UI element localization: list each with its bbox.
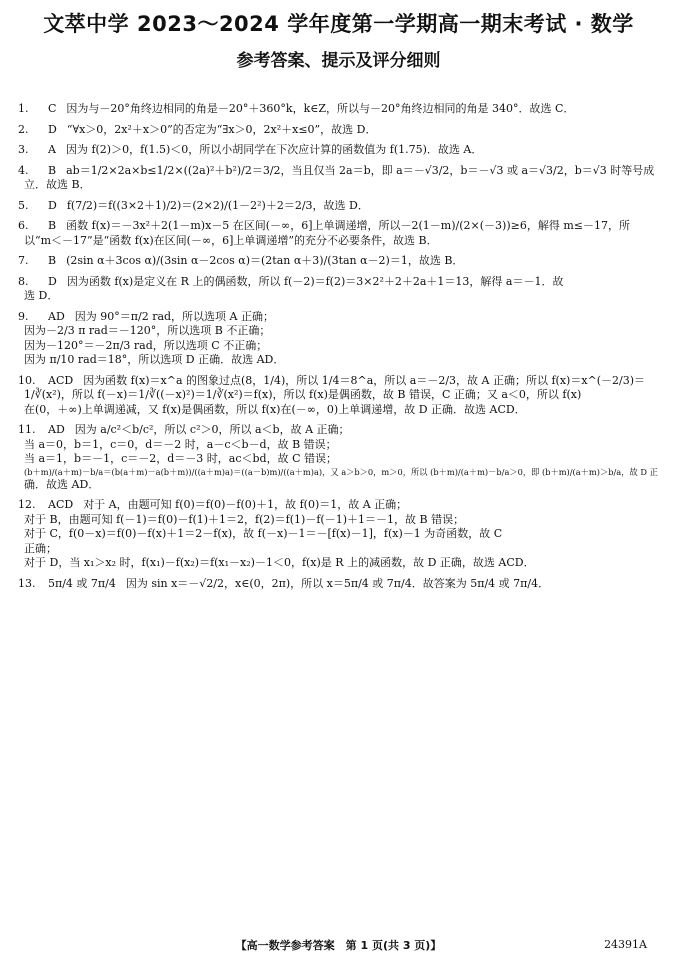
question-number: 6.: [18, 219, 29, 233]
answer-item: [18, 143, 664, 158]
question-number: 3.: [18, 143, 29, 157]
explanation-line: [18, 374, 664, 389]
explanation-text: 因为函数 f(x)＝x^a 的图象过点(8，1/4)，所以 1/4＝8^a，所以 a＝－2/3，故 A 正确；所以 f(x)＝x^(－2/3)＝: [83, 373, 646, 387]
question-number: 11.: [18, 423, 36, 437]
answer-item: [18, 164, 664, 193]
explanation-line: [18, 324, 664, 339]
explanation-line: [18, 467, 664, 478]
answer-item: [18, 374, 664, 418]
answer-item: [18, 310, 664, 368]
question-number: 7.: [18, 254, 29, 268]
question-number: 10.: [18, 373, 36, 387]
explanation-text: 因为 a/c²＜b/c²，所以 c²＞0，所以 a＜b，故 A 正确；: [74, 423, 350, 437]
explanation-line: [18, 513, 664, 528]
explanation-line: [18, 577, 664, 592]
answer-choice: AD: [48, 423, 65, 437]
answer-item: [18, 219, 664, 248]
answer-item: [18, 498, 664, 571]
explanation-text: 因为与－20°角终边相同的角是－20°＋360°k，k∈Z，所以与－20°角终边相同的角是 340°．故选 C．: [66, 102, 575, 115]
explanation-text: 在(0，＋∞)上单调递减，又 f(x)是偶函数，所以 f(x)在(－∞，0)上单调递增，故 D 正确．故选 ACD．: [24, 402, 526, 416]
explanation-text: 因为 f(2)＞0，f(1.5)＜0，所以小胡同学在下次应计算的函数值为 f(1.75)．故选 A．: [65, 143, 483, 157]
explanation-line: [18, 164, 664, 179]
explanation-line: [18, 556, 664, 571]
answer-choice: D: [48, 274, 57, 288]
explanation-text: 对于 A，由题可知 f(0)＝f(0)－f(0)＋1，故 f(0)＝1，故 A 正确；: [83, 498, 408, 512]
answer-choice: C: [48, 102, 57, 115]
explanation-text: 因为函数 f(x)是定义在 R 上的偶函数，所以 f(－2)＝f(2)＝3×2²＋2＋2a＋1＝13，解得 a＝－1．故: [66, 274, 564, 288]
explanation-text: 当 a＝0，b＝1，c＝0，d＝－2 时，a－c＜b－d，故 B 错误；: [24, 437, 337, 451]
explanation-line: [18, 452, 664, 467]
question-number: 1.: [18, 102, 29, 115]
explanation-line: [18, 199, 664, 214]
explanation-line: [18, 143, 664, 158]
explanation-text: 因为 π/10 rad＝18°，所以选项 D 正确．故选 AD．: [24, 353, 285, 367]
explanation-line: [18, 102, 664, 117]
explanation-line: [18, 438, 664, 453]
explanation-text: 因为－120°＝－2π/3 rad，所以选项 C 不正确；: [24, 338, 268, 352]
answer-choice: B: [48, 163, 57, 177]
explanation-text: ab＝1/2×2a×b≤1/2×((2a)²＋b²)/2＝3/2，当且仅当 2a＝b，即 a＝－√3/2，b＝－√3 或 a＝√3/2，b＝√3 时等号成: [66, 163, 655, 177]
question-number: 12.: [18, 498, 36, 512]
explanation-line: [18, 353, 664, 368]
question-number: 8.: [18, 274, 29, 288]
explanation-text: 以“m＜－17”是“函数 f(x)在区间(－∞，6]上单调递增”的充分不必要条件，故选 B．: [24, 233, 438, 247]
explanation-text: 1/∛(x²)，所以 f(－x)＝1/∛((－x)²)＝1/∛(x²)＝f(x)，所以 f(x)是偶函数，故 B 错误，C 正确；又 a＜0，所以 f(x): [24, 388, 582, 402]
answer-choice: B: [48, 254, 57, 268]
explanation-text: 正确；: [24, 541, 57, 555]
question-number: 13.: [18, 576, 36, 590]
answer-item: [18, 123, 664, 138]
explanation-text: 对于 B，由题可知 f(－1)＝f(0)－f(1)＋1＝2，f(2)＝f(1)－f(－1)＋1＝－1，故 B 错误；: [24, 512, 465, 526]
explanation-text: 确．故选 AD．: [24, 477, 100, 491]
answer-choice: ACD: [48, 498, 74, 512]
explanation-line: [18, 254, 664, 269]
explanation-line: [18, 219, 664, 234]
explanation-text: (2sin α＋3cos α)/(3sin α－2cos α)＝(2tan α＋3)/(3tan α－2)＝1，故选 B．: [66, 254, 464, 268]
answer-choice: ACD: [48, 373, 74, 387]
question-number: 2.: [18, 122, 29, 136]
answer-item: [18, 102, 664, 117]
explanation-text: 因为 sin x＝－√2/2，x∈(0，2π)，所以 x＝5π/4 或 7π/4．故答案为 5π/4 或 7π/4．: [125, 576, 550, 590]
question-number: 5.: [18, 198, 29, 212]
explanation-text: (b＋m)/(a＋m)－b/a＝(b(a＋m)－a(b＋m))/((a＋m)a)＝((a－b)m)/((a＋m)a)，又 a＞b＞0，m＞0，所以 (b＋m)/(a＋m)－b/a＞0，即 (b＋m)/(a＋m)＞b/a，故 D 正: [24, 466, 658, 477]
explanation-line: [18, 498, 664, 513]
explanation-line: [18, 403, 664, 418]
explanation-text: 当 a＝1，b＝－1，c＝－2，d＝－3 时，ac＜bd，故 C 错误；: [24, 452, 337, 466]
page-title: 文萃中学 2023～2024 学年度第一学期高一期末考试 · 数学: [43, 12, 634, 36]
explanation-text: 立．故选 B．: [24, 178, 91, 192]
answer-item: [18, 254, 664, 269]
explanation-line: [18, 289, 664, 304]
answer-list: [18, 102, 664, 597]
explanation-text: 选 D．: [24, 289, 59, 303]
answer-choice: 5π/4 或 7π/4: [48, 576, 116, 590]
explanation-line: [18, 339, 664, 354]
explanation-text: 因为－2/3 π rad＝－120°，所以选项 B 不正确；: [24, 324, 271, 338]
answer-choice: D: [48, 198, 57, 212]
answer-choice: D: [48, 122, 57, 136]
explanation-text: 对于 C，f(0－x)＝f(0)－f(x)＋1＝2－f(x)，故 f(－x)－1＝－[f(x)－1]，f(x)－1 为奇函数，故 C: [24, 527, 503, 541]
explanation-text: f(7/2)＝f((3×2＋1)/2)＝(2×2)/(1－2²)＋2＝2/3，故选 D．: [66, 198, 369, 212]
explanation-line: [18, 527, 664, 542]
page-subtitle: 参考答案、提示及评分细则: [236, 51, 441, 71]
explanation-line: [18, 542, 664, 557]
explanation-line: [18, 478, 664, 493]
question-number: 9.: [18, 309, 29, 323]
answer-item: [18, 275, 664, 304]
answer-choice: AD: [48, 309, 65, 323]
question-number: 4.: [18, 163, 29, 177]
explanation-line: [18, 234, 664, 249]
document-code: 24391A: [604, 938, 647, 951]
explanation-line: [18, 310, 664, 325]
explanation-text: “∀x＞0，2x²＋x＞0”的否定为“∃x＞0，2x²＋x≤0”，故选 D．: [66, 122, 377, 136]
explanation-line: [18, 388, 664, 403]
page-footer: 【高一数学参考答案 第 1 页(共 3 页)】: [235, 939, 442, 952]
explanation-line: [18, 178, 664, 193]
answer-choice: A: [48, 143, 56, 157]
explanation-line: [18, 423, 664, 438]
explanation-line: [18, 275, 664, 290]
explanation-text: 对于 D，当 x₁＞x₂ 时，f(x₁)－f(x₂)＝f(x₁－x₂)－1＜0，f(x)是 R 上的减函数，故 D 正确，故选 ACD．: [24, 556, 535, 570]
answer-item: [18, 577, 664, 592]
explanation-line: [18, 123, 664, 138]
answer-choice: B: [48, 219, 57, 233]
explanation-text: 因为 90°＝π/2 rad，所以选项 A 正确；: [74, 309, 274, 323]
explanation-text: 函数 f(x)＝－3x²＋2(1－m)x－5 在区间(－∞，6]上单调递增，所以－2(1－m)/(2×(－3))≥6，解得 m≤－17，所: [66, 219, 630, 233]
answer-item: [18, 199, 664, 214]
answer-item: [18, 423, 664, 492]
